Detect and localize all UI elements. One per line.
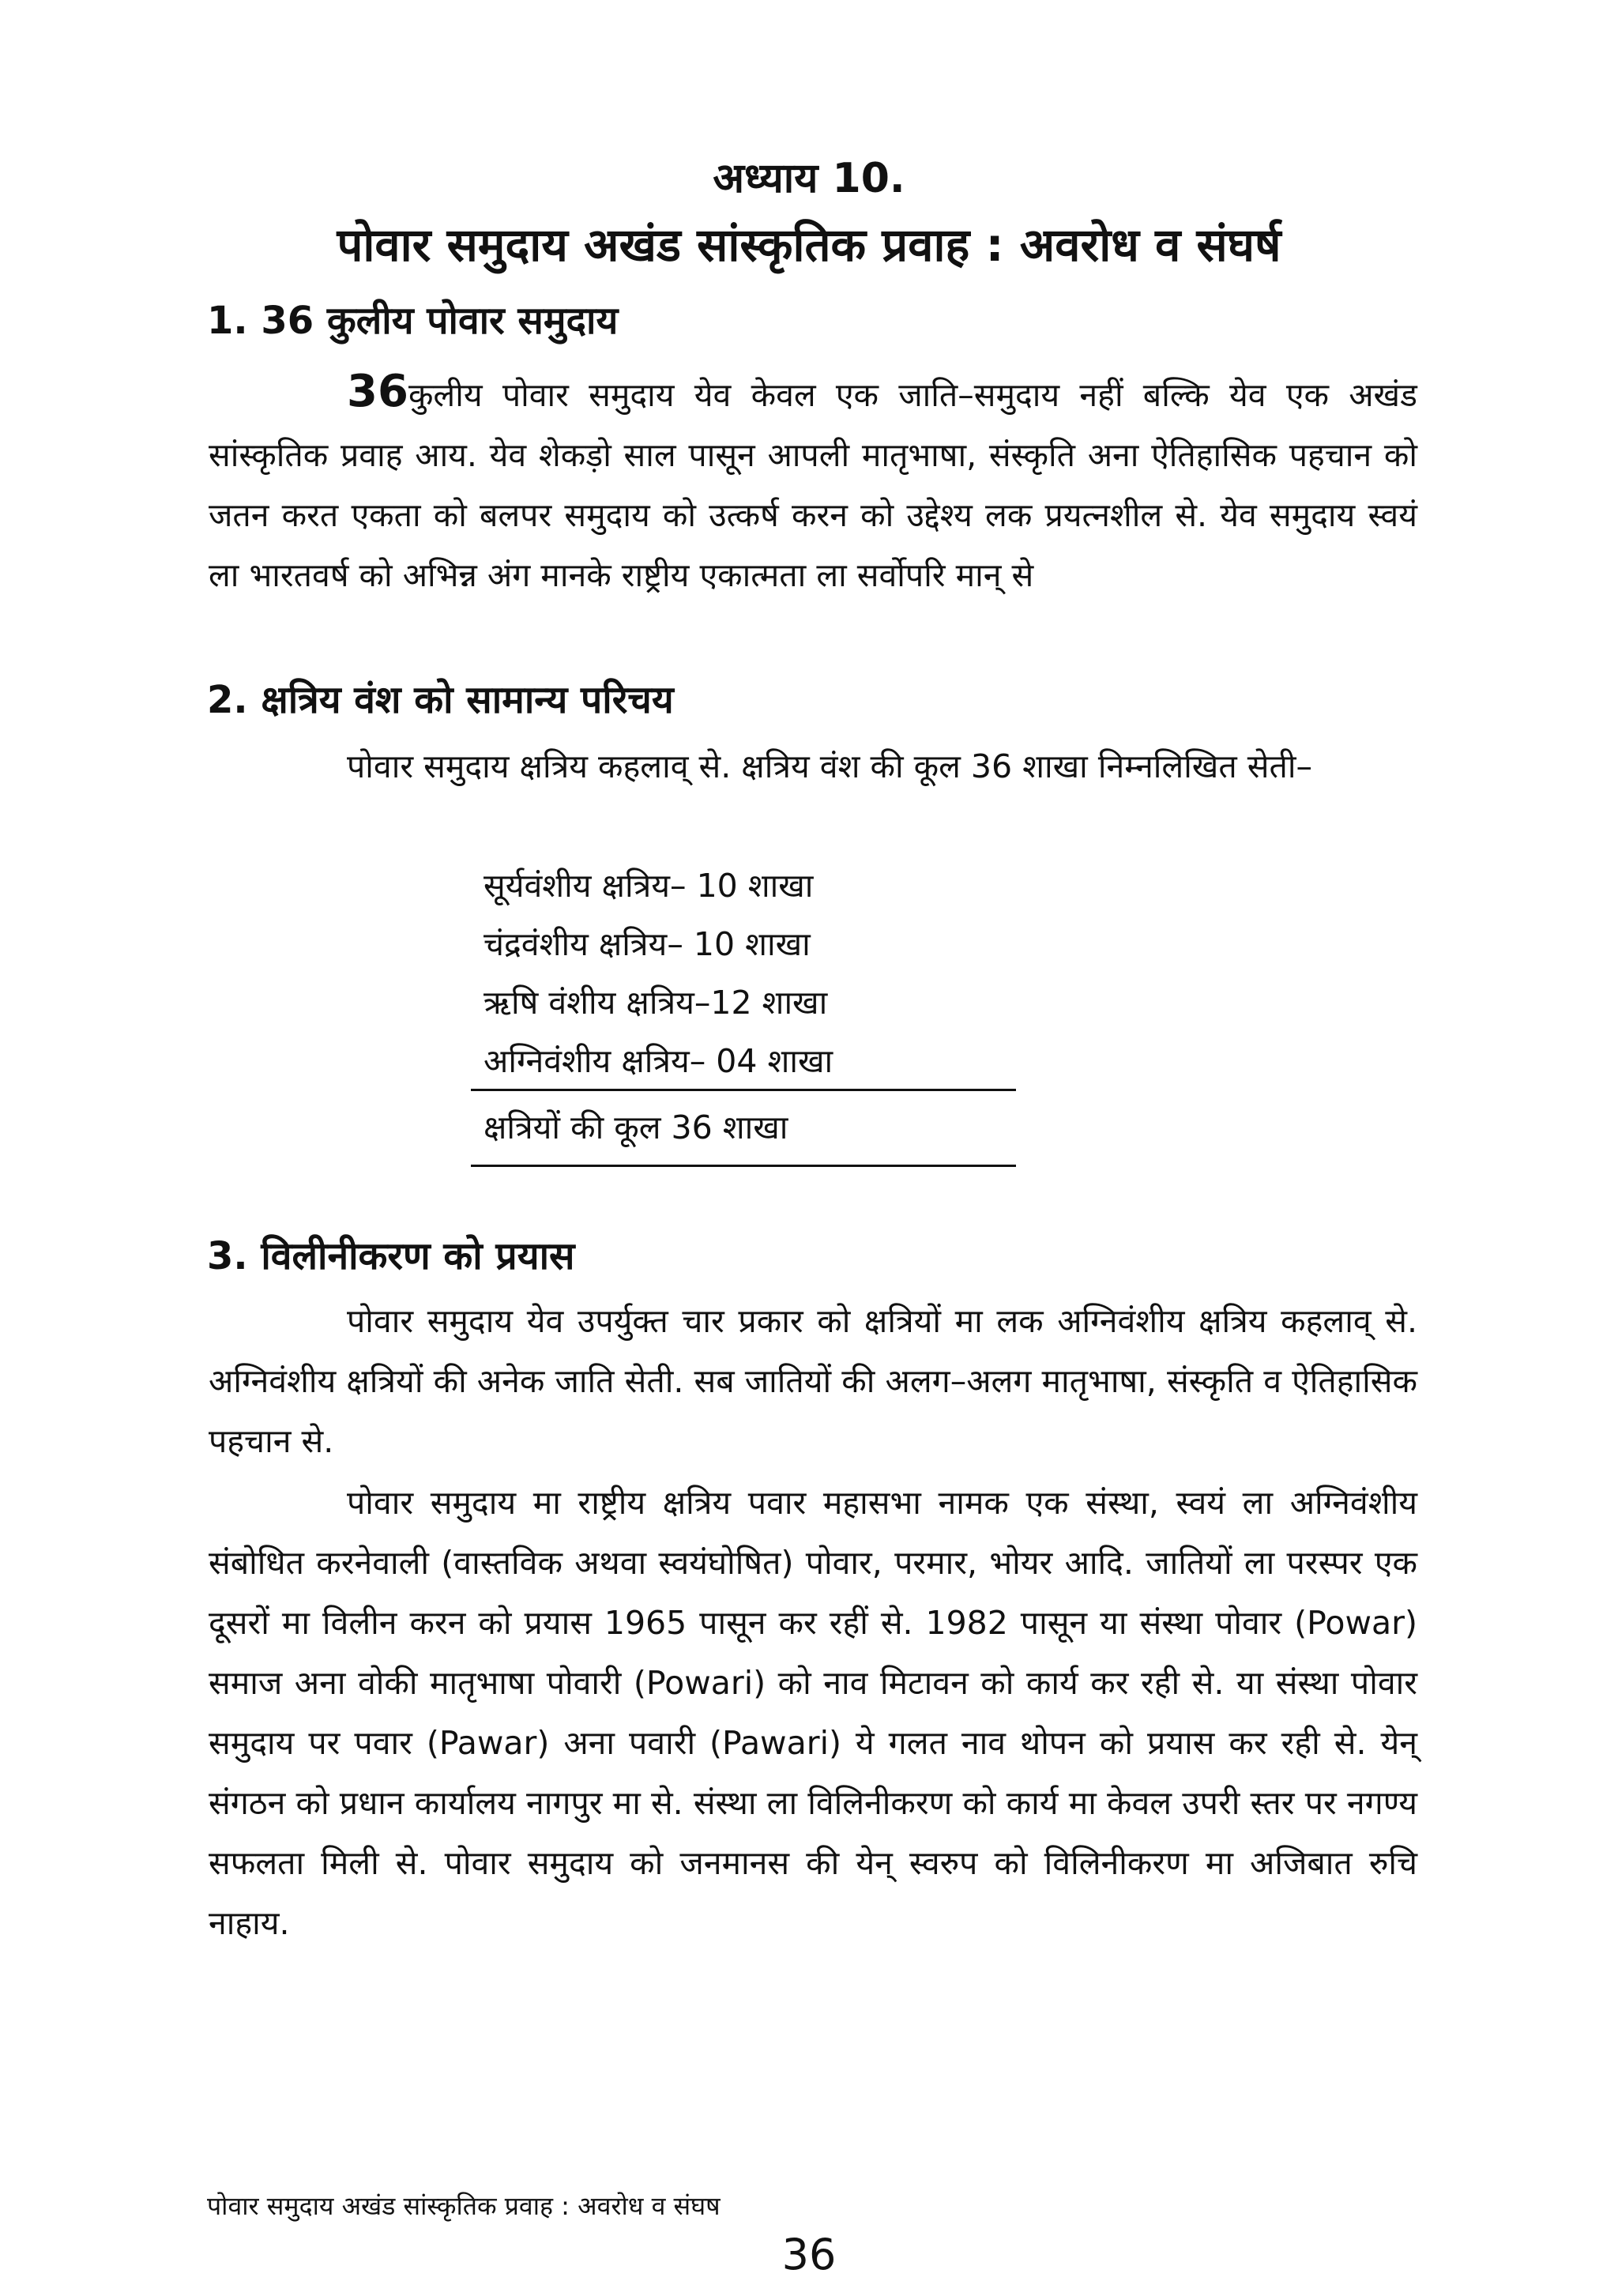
branch-total: क्षत्रियों की कूल 36 शाखा	[484, 1108, 788, 1146]
section1-lead-number: 36	[347, 366, 408, 417]
sum-rule-bottom	[471, 1165, 1016, 1167]
section2-paragraph	[209, 736, 1417, 796]
section1-paragraph	[209, 362, 1417, 605]
section3-text-1: पोवार समुदाय येव उपर्युक्त चार प्रकार को क्षत्रियों मा लक अग्निवंशीय क्षत्रिय कहलाव् से. अग्निवंशीय क्षत्रियों की अनेक जाति सेती. सब जातियों की अलग–अलग मातृभाषा, संस्कृति व ऐतिहासिक पहचान से.	[209, 1302, 1417, 1460]
section2-heading: 2. क्षत्रिय वंश को सामान्य परिचय	[207, 678, 674, 722]
running-footer: पोवार समुदाय अखंड सांस्कृतिक प्रवाह : अवरोध व संघष	[207, 2191, 721, 2221]
section3-paragraph-1	[209, 1291, 1417, 1471]
branch-list-item: अग्निवंशीय क्षत्रिय– 04 शाखा	[484, 1042, 833, 1080]
section3-text-2: पोवार समुदाय मा राष्ट्रीय क्षत्रिय पवार महासभा नामक एक संस्था, स्वयं ला अग्निवंशीय संबोधित करनेवाली (वास्तविक अथवा स्वयंघोषित) पोवार, परमार, भोयर आदि. जातियों ला परस्पर एक दूसरों मा विलीन करन को प्रयास 1965 पासून कर रहीं से. 1982 पासून या संस्था पोवार (Powar) समाज अना वोकी मातृभाषा पोवारी (Powari) को नाव मिटावन को कार्य कर रही से. या संस्था पोवार समुदाय पर पवार (Pawar) अना पवारी (Pawari) ये गलत नाव थोपन को प्रयास कर रही से. येन् संगठन को प्रधान कार्यालय नागपुर मा से. संस्था ला विलिनीकरण को कार्य मा केवल उपरी स्तर पर नगण्य सफलता मिली से. पोवार समुदाय को जनमानस की येन् स्वरुप को विलिनीकरण मा अजिबात रुचि नाहाय.	[209, 1484, 1417, 1942]
section1-heading: 1. 36 कुलीय पोवार समुदाय	[207, 299, 619, 343]
sum-rule-top	[471, 1089, 1016, 1091]
section2-text: पोवार समुदाय क्षत्रिय कहलाव् से. क्षत्रिय वंश की कूल 36 शाखा निम्नलिखित सेती–	[347, 747, 1312, 785]
section1-text: कुलीय पोवार समुदाय येव केवल एक जाति–समुदाय नहीं बल्कि येव एक अखंड सांस्कृतिक प्रवाह आय. येव शेकड़ो साल पासून आपली मातृभाषा, संस्कृति अना ऐतिहासिक पहचान को जतन करत एकता को बलपर समुदाय को उत्कर्ष करन को उद्देश्य लक प्रयत्नशील से. येव समुदाय स्वयं ला भारतवर्ष को अभिन्न अंग मानके राष्ट्रीय एकात्मता ला सर्वोपरि मान् से	[209, 376, 1417, 594]
chapter-number: अध्याय 10.	[713, 155, 905, 202]
branch-list-item: सूर्यवंशीय क्षत्रिय– 10 शाखा	[484, 867, 814, 905]
branch-list-item: ऋषि वंशीय क्षत्रिय–12 शाखा	[484, 984, 828, 1022]
section3-heading: 3. विलीनीकरण को प्रयास	[207, 1234, 575, 1278]
branch-list-item: चंद्रवंशीय क्षत्रिय– 10 शाखा	[484, 925, 811, 963]
chapter-title: पोवार समुदाय अखंड सांस्कृतिक प्रवाह : अवरोध व संघर्ष	[337, 218, 1281, 272]
section3-paragraph-2	[209, 1473, 1417, 1953]
page-number: 36	[781, 2230, 837, 2279]
